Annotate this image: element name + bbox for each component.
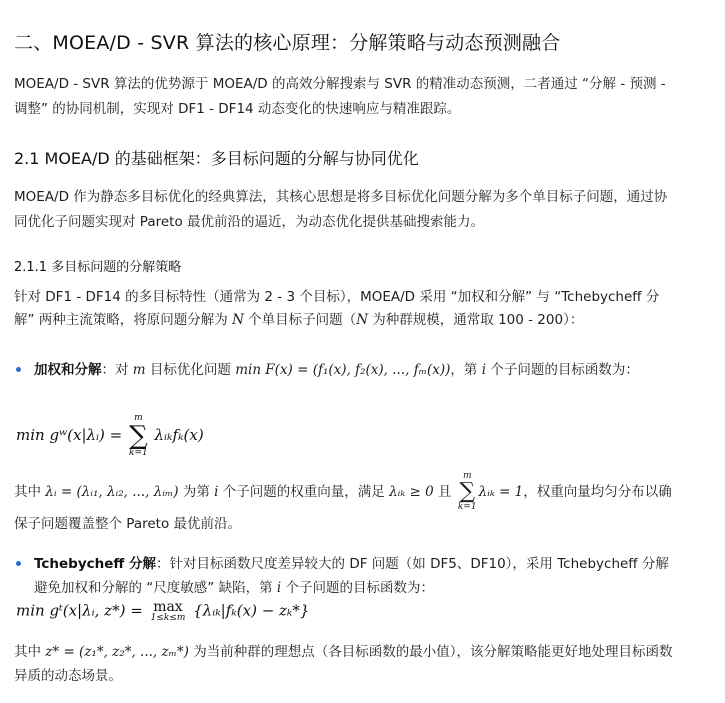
formula-rhs: λᵢₖfₖ(x) [154, 426, 204, 444]
text-run: ，权重向量均匀分布以确保子问题覆盖整个 Pareto 最优前沿。 [14, 484, 672, 532]
intro-paragraph: MOEA/D - SVR 算法的优势源于 MOEA/D 的高效分解搜索与 SVR 的精准动态预测，二者通过 “分解 - 预测 - 调整” 的协同机制，实现对 DF1 - DF14 动态变化的快速响应与精准跟踪。 [14, 76, 666, 117]
formula-weighted-sum [16, 414, 204, 458]
math-i: i [481, 362, 487, 378]
bullet-dot [16, 367, 21, 372]
text-run: 其中 [14, 484, 46, 500]
math-i: i [276, 580, 282, 596]
max-symbol: max [153, 599, 183, 615]
math-i: i [214, 484, 219, 500]
text-run: 个单目标子问题（ [243, 312, 357, 328]
math-expression: min F(x) = (f₁(x), f₂(x), ..., fₘ(x)) [235, 362, 451, 378]
formula-rhs: {λᵢₖ|fₖ(x) − zₖ*} [193, 601, 310, 620]
section-title: 二、MOEA/D - SVR 算法的核心原理：分解策略与动态预测融合 [14, 32, 561, 54]
text-run: 个子问题的目标函数为： [486, 362, 639, 378]
list-item-tchebycheff [14, 552, 674, 600]
math-n: N [232, 312, 244, 328]
text-run: ，第 [450, 362, 482, 378]
subsubsection-title: 2.1.1 多目标问题的分解策略 [14, 260, 182, 275]
max-subscript: 1≤k≤m [150, 613, 186, 623]
math-expression: λᵢₖ = 1 [478, 484, 524, 500]
framework-paragraph: MOEA/D 作为静态多目标优化的经典算法，其核心思想是将多目标优化问题分解为多个单目标子问题，通过协同优化子问题实现对 Pareto 最优前沿的逼近，为动态优化提供基础搜索能力。 [14, 189, 668, 230]
max-operator [151, 600, 186, 623]
sum-lower: k=1 [457, 502, 477, 512]
sigma-symbol: ∑ [459, 479, 476, 504]
text-run: 为当前种群的理想点（各目标函数的最小值），该分解策略能更好地处理目标函数异质的动态场景。 [14, 644, 673, 684]
list-item-title: Tchebycheff 分解 [34, 556, 157, 572]
list-item-title: 加权和分解 [34, 362, 102, 378]
math-m: m [132, 362, 146, 378]
ideal-point-paragraph [14, 640, 684, 688]
text-run: 针对 DF1 - DF14 的多目标特性（通常为 2 - 3 个目标），MOEA/D 采用 “加权和分解” 与 “Tchebycheff 分解” 两种主流策略，将原问题分解为 [14, 289, 660, 328]
formula-lhs: min gʷ(x|λᵢ) = [16, 426, 123, 444]
sum-lower: k=1 [129, 448, 148, 458]
formula-lhs: min gᵗ(x|λᵢ, z*) = [16, 601, 143, 620]
sigma-symbol: ∑ [129, 421, 148, 451]
summation [458, 472, 477, 512]
strategy-paragraph [14, 286, 679, 332]
text-run: 为第 [178, 484, 215, 500]
text-run: 为种群规模，通常取 100 - 200）： [368, 312, 584, 328]
text-run: 目标优化问题 [145, 362, 236, 378]
sum-upper: m [134, 413, 143, 423]
text-run: 其中 [14, 644, 46, 660]
list-item-text [34, 358, 674, 382]
weight-vector-paragraph [14, 472, 684, 536]
list-item-text [34, 552, 674, 600]
list-item-weighted-sum [14, 358, 674, 382]
text-run: ：针对目标函数尺度差异较大的 DF 问题（如 DF5、DF10），采用 Tchebycheff 分解避免加权和分解的 “尺度敏感” 缺陷，第 [34, 556, 669, 596]
sum-upper: m [462, 471, 472, 481]
summation [129, 414, 148, 458]
math-n: N [356, 312, 368, 328]
text-run: 个子问题的权重向量，满足 [218, 484, 390, 500]
bullet-dot [16, 561, 21, 566]
math-expression: λᵢₖ ≥ 0 [389, 484, 434, 500]
text-run: 个子问题的目标函数为： [281, 580, 434, 596]
text-run: ：对 [101, 362, 133, 378]
text-run: 且 [433, 484, 456, 500]
formula-tchebycheff [16, 600, 309, 623]
subsection-title: 2.1 MOEA/D 的基础框架：多目标问题的分解与协同优化 [14, 149, 419, 168]
math-expression: λᵢ = (λᵢ₁, λᵢ₂, ..., λᵢₘ) [45, 484, 179, 500]
math-expression: z* = (z₁*, z₂*, ..., zₘ*) [45, 644, 189, 660]
